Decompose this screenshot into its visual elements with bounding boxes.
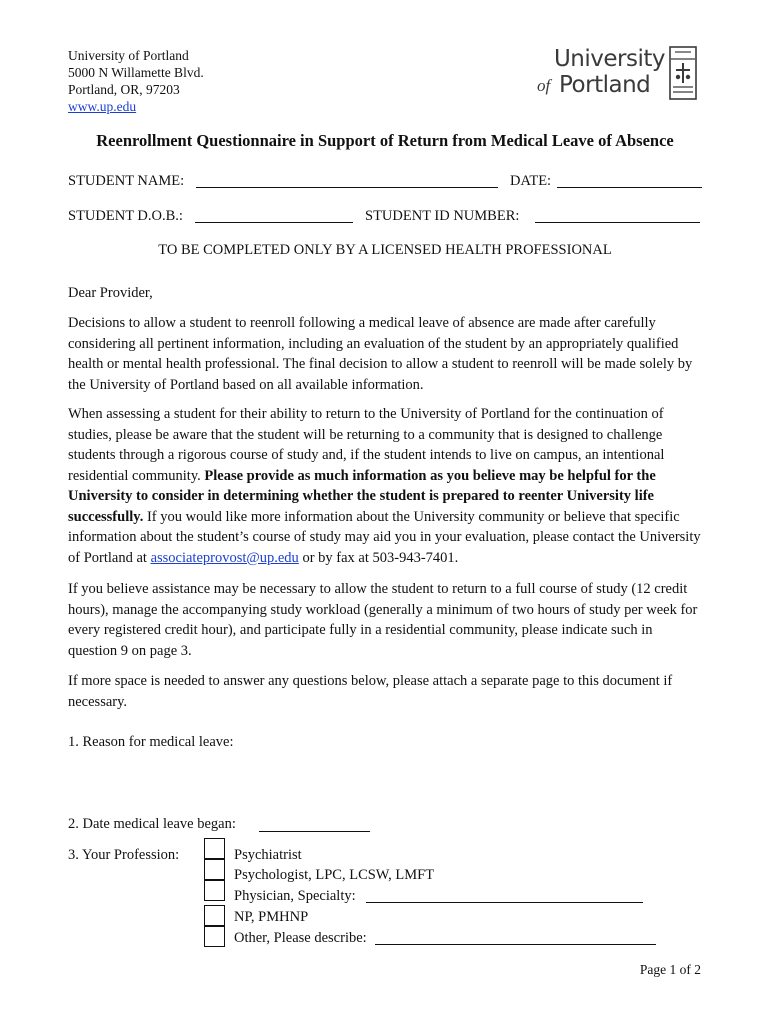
paragraph-text: When assessing a student for their ability to return to the University of Portland for the continuation of studies, please be aware that the student will be returning to a community that is designed to challenge students through a rigorous course of study and, if the student intends to live on campus, an intentional residential community. (68, 406, 665, 484)
address-line: University of Portland (68, 48, 189, 63)
date-label: DATE: (510, 173, 552, 189)
dob-field[interactable] (195, 208, 353, 223)
salutation: Dear Provider, (68, 285, 153, 301)
checkbox-psychiatrist[interactable] (204, 838, 225, 859)
question-date-began (68, 816, 236, 833)
provost-email-link[interactable]: associateprovost@up.edu (150, 549, 299, 566)
student-id-field[interactable] (535, 208, 700, 223)
question-date-began-label: 2. Date medical leave began: (68, 816, 236, 832)
physician-specialty-field[interactable] (366, 888, 643, 903)
question-reason: 1. Reason for medical leave: (68, 734, 234, 750)
checkbox-psychologist[interactable] (204, 859, 225, 880)
paragraph-text: or by fax at 503-943-7401. (298, 549, 459, 566)
student-name-label: STUDENT NAME: (68, 173, 185, 189)
logo-word-university: University (553, 46, 665, 72)
question-profession: 3. Your Profession: (68, 847, 180, 863)
address-line: 5000 N Willamette Blvd. (68, 65, 204, 80)
option-other: Other, Please describe: (234, 930, 367, 946)
student-name-field[interactable] (196, 173, 498, 188)
address-line: Portland, OR, 97203 (68, 82, 180, 97)
student-dob-row (68, 208, 708, 226)
student-name-row (68, 173, 708, 191)
date-began-field[interactable] (259, 817, 370, 832)
paragraph-assessing (68, 404, 702, 568)
university-logo (535, 46, 705, 102)
dob-label: STUDENT D.O.B.: (68, 208, 183, 224)
other-describe-field[interactable] (375, 930, 656, 945)
completion-notice: TO BE COMPLETED ONLY BY A LICENSED HEALTH PROFESSIONAL (158, 242, 612, 258)
option-psychologist: Psychologist, LPC, LCSW, LMFT (234, 867, 435, 883)
checkbox-np[interactable] (204, 905, 225, 926)
checkbox-other[interactable] (204, 926, 225, 947)
option-psychiatrist: Psychiatrist (234, 847, 302, 863)
document-title: Reenrollment Questionnaire in Support of Return from Medical Leave of Absence (96, 131, 674, 150)
date-field[interactable] (557, 173, 702, 188)
paragraph-assistance: If you believe assistance may be necessary to allow the student to return to a full course of study (12 credit hours), manage the accompanying study workload (generally a minimum of two hours of study per week for every registered credit hour), and participate fully in a residential community, please indicate such in question 9 on page 3. (68, 581, 698, 659)
option-np: NP, PMHNP (234, 909, 309, 925)
logo-word-of: of (537, 76, 551, 95)
paragraph-more-space: If more space is needed to answer any questions below, please attach a separate page to this document if necessary. (68, 673, 673, 710)
website-link[interactable]: www.up.edu (68, 99, 137, 114)
paragraph-decisions: Decisions to allow a student to reenroll following a medical leave of absence are made after carefully considering all pertinent information, including an evaluation of the student by an appropriately qualified health or mental health professional. The final decision to allow a student to reenroll will be made solely by the University of Portland based on all available information. (68, 315, 693, 393)
student-id-label: STUDENT ID NUMBER: (365, 208, 520, 224)
university-address (68, 47, 204, 115)
checkbox-physician[interactable] (204, 880, 225, 901)
logo-word-portland: Portland (559, 72, 651, 98)
option-physician: Physician, Specialty: (234, 888, 356, 904)
university-crest-icon (669, 46, 697, 100)
page-number: Page 1 of 2 (639, 962, 701, 977)
paragraph-emphasis: Please provide as much information as you believe may be helpful for the University to consider in determining whether the student is prepared to reenter University life successfully. (68, 467, 656, 525)
paragraph-text: If you would like more information about the University community or believe that specific information about the student’s course of study may aid you in your evaluation, please contact the University of Portland at (68, 508, 701, 566)
